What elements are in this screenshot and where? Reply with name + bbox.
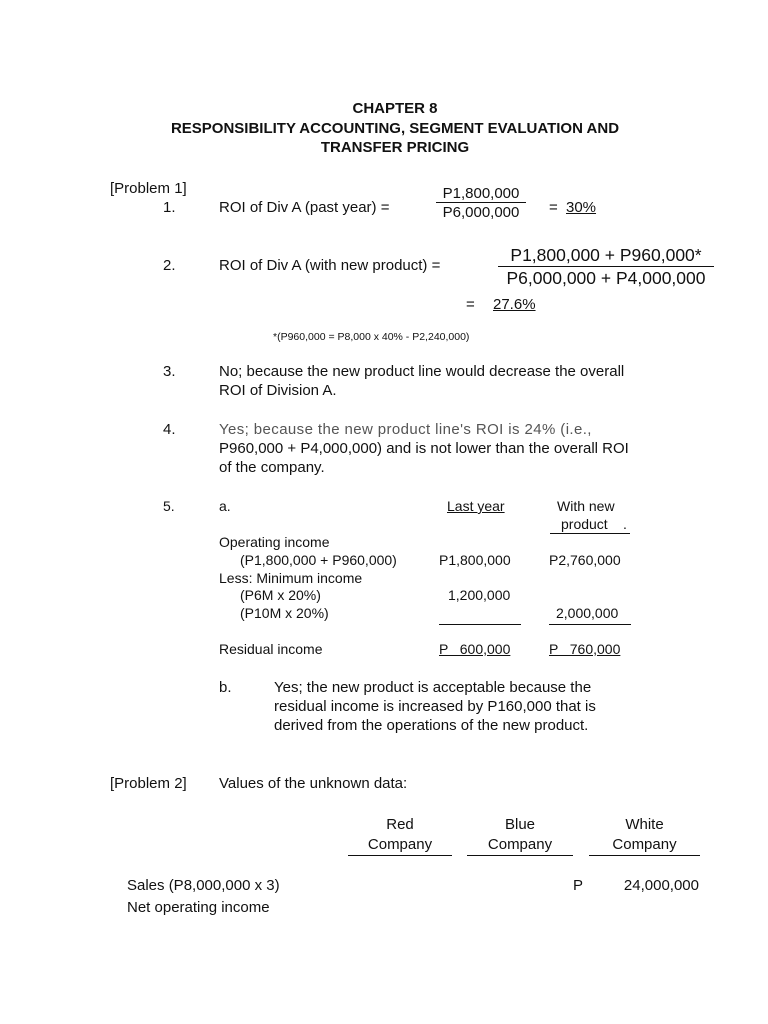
item4-line2: P960,000 + P4,000,000) and is not lower than the overall ROI — [219, 440, 629, 457]
item3-line2: ROI of Division A. — [219, 382, 337, 399]
item2-denominator: P6,000,000 + P4,000,000 — [506, 268, 706, 288]
item4-line1: Yes; because the new product line's ROI is 24% (i.e., — [219, 421, 592, 438]
item4-number: 4. — [163, 421, 176, 438]
problem2-label: [Problem 2] — [110, 775, 187, 792]
operating-income-label: Operating income — [219, 534, 330, 550]
item5-number: 5. — [163, 498, 175, 514]
item3-line1: No; because the new product line would decrease the overall — [219, 363, 625, 380]
residual-income-label: Residual income — [219, 641, 323, 657]
operating-income-last-year: P1,800,000 — [439, 552, 511, 568]
problem1-label: [Problem 1] — [110, 180, 187, 197]
col-with-new-underline — [550, 533, 630, 534]
sales-value: 24,000,000 — [623, 877, 699, 894]
item4-line3: of the company. — [219, 459, 325, 476]
item2-number: 2. — [163, 257, 176, 274]
col-red-line1: Red — [386, 816, 414, 833]
part-b-line3: derived from the operations of the new product. — [274, 717, 589, 734]
residual-income-last-year: P 600,000 — [439, 641, 511, 657]
part-b-line2: residual income is increased by P160,000 that is — [274, 698, 596, 715]
subtotal-rule-with-new — [549, 624, 631, 625]
operating-income-detail: (P1,800,000 + P960,000) — [240, 552, 397, 568]
item1-number: 1. — [163, 199, 176, 216]
subtotal-rule-last-year — [439, 624, 521, 625]
col-with-new-header-dot: . — [623, 516, 627, 532]
col-red-underline — [348, 855, 452, 856]
col-blue-line1: Blue — [504, 816, 536, 833]
item5-part-a: a. — [219, 498, 231, 514]
col-red-line2: Company — [367, 836, 433, 853]
less-minimum-income-label: Less: Minimum income — [219, 570, 363, 586]
col-with-new-header-line2: product — [561, 516, 608, 532]
item1-denominator: P6,000,000 — [442, 204, 520, 221]
col-white-underline — [589, 855, 700, 856]
item1-fraction-line — [436, 202, 526, 203]
col-blue-underline — [467, 855, 573, 856]
item2-fraction-line — [498, 266, 714, 267]
problem2-intro: Values of the unknown data: — [219, 775, 408, 792]
net-operating-income-label: Net operating income — [127, 899, 270, 916]
chapter-title-line2: TRANSFER PRICING — [320, 139, 470, 156]
item1-numerator: P1,800,000 — [442, 185, 520, 202]
item1-label: ROI of Div A (past year) = — [219, 199, 390, 216]
sales-currency: P — [573, 877, 584, 894]
operating-income-with-new: P2,760,000 — [549, 552, 621, 568]
col-white-line2: Company — [612, 836, 677, 853]
col-blue-line2: Company — [487, 836, 553, 853]
col-last-year-header: Last year — [447, 498, 505, 514]
item3-number: 3. — [163, 363, 176, 380]
item2-label: ROI of Div A (with new product) = — [219, 257, 441, 274]
sales-label: Sales (P8,000,000 x 3) — [127, 877, 280, 894]
item2-footnote: *(P960,000 = P8,000 x 40% - P2,240,000) — [273, 331, 470, 343]
item2-result: 27.6% — [493, 296, 536, 313]
chapter-heading: CHAPTER 8 — [352, 100, 438, 117]
chapter-title-line1: RESPONSIBILITY ACCOUNTING, SEGMENT EVALUATION AND — [170, 120, 620, 137]
minimum-income-with-new: 2,000,000 — [556, 605, 619, 621]
item1-result: 30% — [566, 199, 597, 216]
item2-numerator: P1,800,000 + P960,000* — [510, 245, 702, 265]
minimum-income-detail-2: (P10M x 20%) — [240, 605, 329, 621]
item2-equals: = — [466, 296, 475, 313]
minimum-income-last-year: 1,200,000 — [448, 587, 511, 603]
item5-part-b: b. — [219, 679, 232, 696]
item1-equals: = — [549, 199, 558, 216]
part-b-line1: Yes; the new product is acceptable because the — [274, 679, 592, 696]
residual-income-with-new: P 760,000 — [549, 641, 621, 657]
col-white-line1: White — [625, 816, 664, 833]
minimum-income-detail-1: (P6M x 20%) — [240, 587, 321, 603]
col-with-new-header-line1: With new — [557, 498, 615, 514]
